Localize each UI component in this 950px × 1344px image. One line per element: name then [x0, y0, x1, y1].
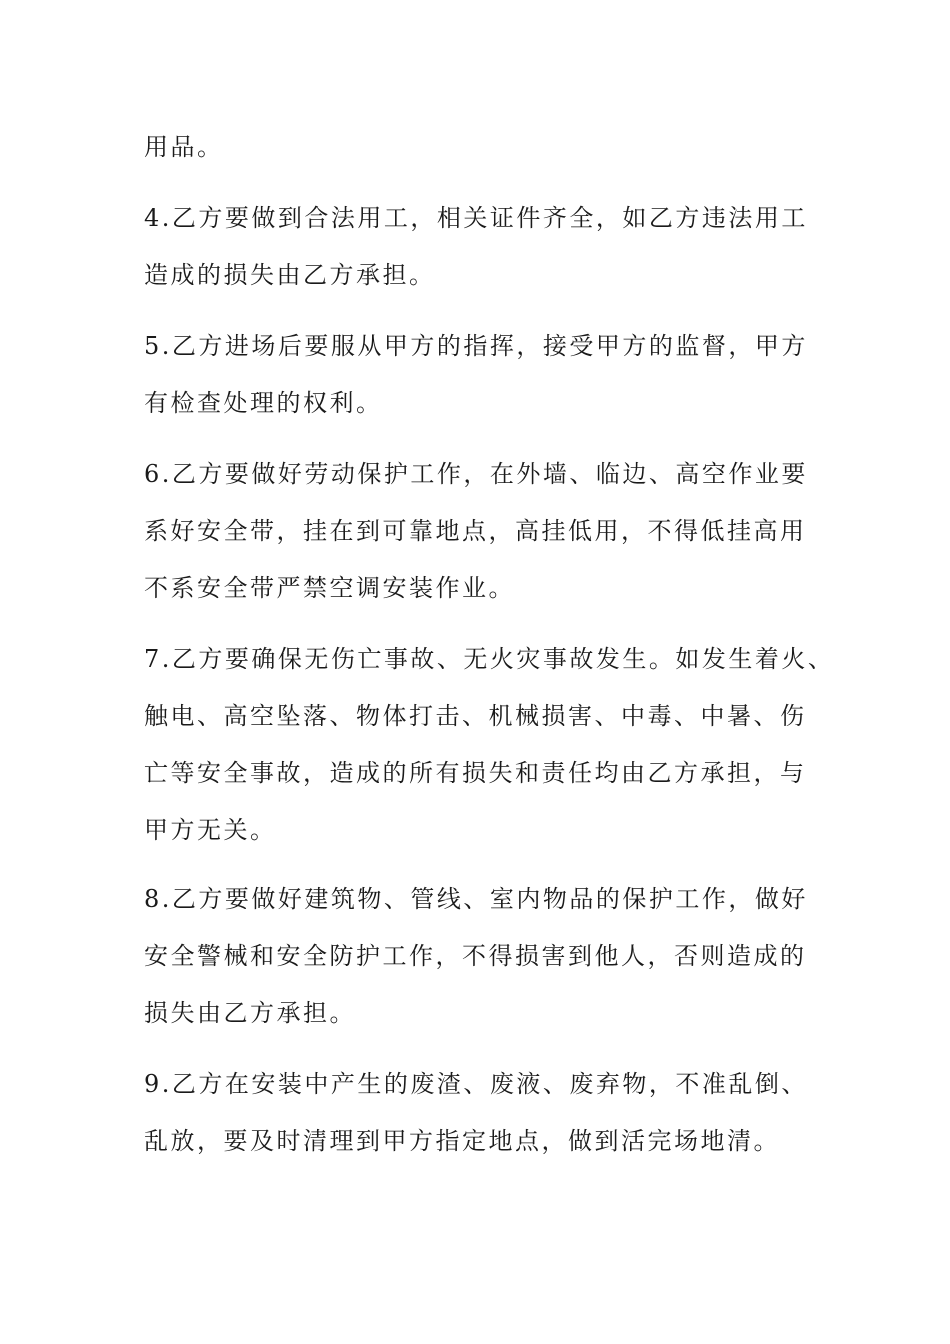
clause-6-line-3: 不系安全带严禁空调安装作业。 — [144, 574, 515, 602]
clause-4-line-1: 4.乙方要做到合法用工，相关证件齐全，如乙方违法用工 — [144, 204, 808, 232]
clause-4-line-2: 造成的损失由乙方承担。 — [144, 261, 436, 289]
clause-6-line-1: 6.乙方要做好劳动保护工作，在外墙、临边、高空作业要 — [144, 460, 808, 488]
clause-7-line-2: 触电、高空坠落、物体打击、机械损害、中毒、中暑、伤 — [144, 702, 807, 730]
clause-5-line-1: 5.乙方进场后要服从甲方的指挥，接受甲方的监督，甲方 — [144, 332, 808, 360]
clause-7-line-4: 甲方无关。 — [144, 816, 277, 844]
clause-8-line-2: 安全警械和安全防护工作，不得损害到他人，否则造成的 — [144, 942, 807, 970]
clause-9-line-2: 乱放，要及时清理到甲方指定地点，做到活完场地清。 — [144, 1127, 780, 1155]
clause-6-line-2: 系好安全带，挂在到可靠地点，高挂低用，不得低挂高用 — [144, 517, 807, 545]
clause-7-line-1: 7.乙方要确保无伤亡事故、无火灾事故发生。如发生着火、 — [144, 645, 835, 673]
text-line: 用品。 — [144, 133, 224, 161]
clause-5-line-2: 有检查处理的权利。 — [144, 389, 383, 417]
clause-7-line-3: 亡等安全事故，造成的所有损失和责任均由乙方承担，与 — [144, 759, 807, 787]
clause-8-line-1: 8.乙方要做好建筑物、管线、室内物品的保护工作，做好 — [144, 885, 808, 913]
clause-9-line-1: 9.乙方在安装中产生的废渣、废液、废弃物，不准乱倒、 — [144, 1070, 808, 1098]
clause-8-line-3: 损失由乙方承担。 — [144, 999, 356, 1027]
